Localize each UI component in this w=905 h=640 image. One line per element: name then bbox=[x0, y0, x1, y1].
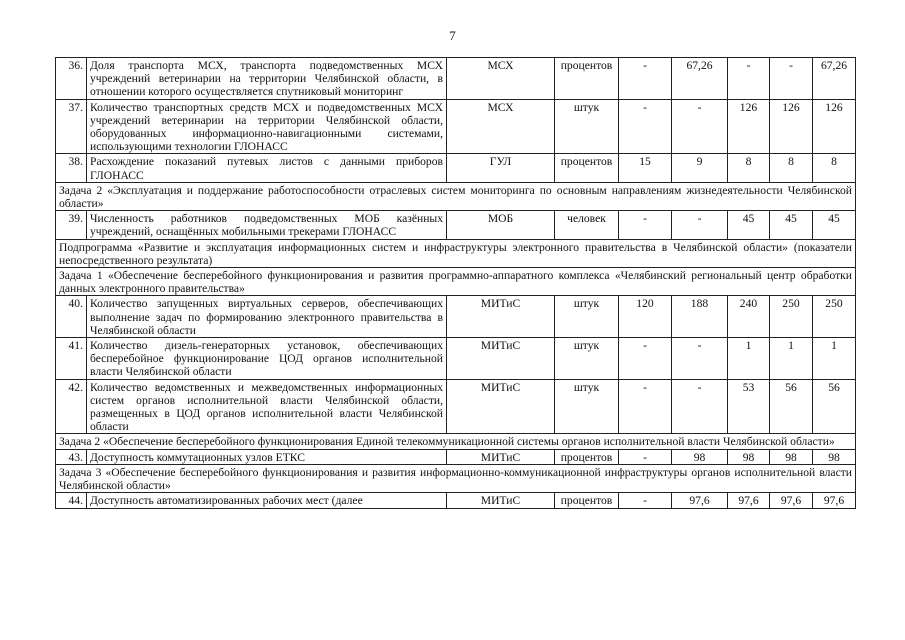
value-cell: 188 bbox=[672, 296, 728, 338]
row-number: 38. bbox=[56, 154, 87, 182]
executor: МИТиС bbox=[447, 493, 555, 508]
table-row bbox=[56, 449, 856, 464]
table-row bbox=[56, 338, 856, 380]
value-cell: 45 bbox=[728, 211, 770, 239]
executor: МИТиС bbox=[447, 296, 555, 338]
table-row bbox=[56, 493, 856, 508]
value-cell: 126 bbox=[813, 99, 856, 154]
executor: МОБ bbox=[447, 211, 555, 239]
value-cell: - bbox=[728, 58, 770, 100]
value-cell: 250 bbox=[813, 296, 856, 338]
section-row bbox=[56, 239, 856, 267]
value-cell: 97,6 bbox=[728, 493, 770, 508]
value-cell: 56 bbox=[770, 379, 813, 434]
value-cell: - bbox=[619, 379, 672, 434]
value-cell: - bbox=[770, 58, 813, 100]
row-number: 37. bbox=[56, 99, 87, 154]
unit: процентов bbox=[555, 58, 619, 100]
value-cell: - bbox=[619, 99, 672, 154]
indicator-name: Доступность автоматизированных рабочих мест (далее bbox=[87, 493, 447, 508]
unit: штук bbox=[555, 99, 619, 154]
value-cell: - bbox=[672, 379, 728, 434]
indicator-name: Доступность коммутационных узлов ЕТКС bbox=[87, 449, 447, 464]
indicator-name: Количество дизель-генераторных установок, обеспечивающих бесперебойное функционирование ЦОД органов исполнительной власти Челябинской области bbox=[87, 338, 447, 380]
value-cell: 15 bbox=[619, 154, 672, 182]
row-number: 42. bbox=[56, 379, 87, 434]
indicators-table-body bbox=[56, 58, 856, 509]
unit: штук bbox=[555, 379, 619, 434]
value-cell: - bbox=[672, 338, 728, 380]
section-row bbox=[56, 268, 856, 296]
indicator-name: Количество ведомственных и межведомственных информационных систем органов исполнительной власти Челябинской области, размещенных в ЦОД органов исполнительной власти Челябинской области bbox=[87, 379, 447, 434]
section-row bbox=[56, 464, 856, 492]
value-cell: 98 bbox=[770, 449, 813, 464]
indicator-name: Количество транспортных средств МСХ и подведомственных МСХ учреждений ветеринарии на территории Челябинской области, оборудованных информационно-навигационными системами, использующими технологии ГЛОНАСС bbox=[87, 99, 447, 154]
value-cell: - bbox=[619, 211, 672, 239]
value-cell: 1 bbox=[728, 338, 770, 380]
row-number: 43. bbox=[56, 449, 87, 464]
unit: штук bbox=[555, 338, 619, 380]
table-row bbox=[56, 379, 856, 434]
indicator-name: Доля транспорта МСХ, транспорта подведомственных МСХ учреждений ветеринарии на территории Челябинской области, в отношении которого осуществляется спутниковый мониторинг bbox=[87, 58, 447, 100]
value-cell: 98 bbox=[672, 449, 728, 464]
executor: МСХ bbox=[447, 99, 555, 154]
section-row bbox=[56, 434, 856, 449]
value-cell: 126 bbox=[770, 99, 813, 154]
value-cell: 97,6 bbox=[672, 493, 728, 508]
unit: процентов bbox=[555, 449, 619, 464]
page-number: 7 bbox=[449, 28, 456, 43]
indicator-name: Численность работников подведомственных МОБ казённых учреждений, оснащённых мобильными трекерами ГЛОНАСС bbox=[87, 211, 447, 239]
section-row bbox=[56, 182, 856, 210]
value-cell: 67,26 bbox=[813, 58, 856, 100]
table-row bbox=[56, 154, 856, 182]
section-title: Задача 2 «Обеспечение бесперебойного функционирования Единой телекоммуникационной системы органов исполнительной власти Челябинской области» bbox=[56, 434, 856, 449]
value-cell: 9 bbox=[672, 154, 728, 182]
value-cell: 98 bbox=[813, 449, 856, 464]
value-cell: 8 bbox=[813, 154, 856, 182]
value-cell: 8 bbox=[728, 154, 770, 182]
table-row bbox=[56, 58, 856, 100]
value-cell: 97,6 bbox=[813, 493, 856, 508]
value-cell: - bbox=[672, 211, 728, 239]
executor: МИТиС bbox=[447, 379, 555, 434]
executor: МИТиС bbox=[447, 338, 555, 380]
indicators-table bbox=[55, 57, 856, 509]
value-cell: 53 bbox=[728, 379, 770, 434]
row-number: 40. bbox=[56, 296, 87, 338]
unit: человек bbox=[555, 211, 619, 239]
value-cell: 250 bbox=[770, 296, 813, 338]
row-number: 39. bbox=[56, 211, 87, 239]
value-cell: - bbox=[619, 493, 672, 508]
value-cell: 120 bbox=[619, 296, 672, 338]
executor: ГУЛ bbox=[447, 154, 555, 182]
value-cell: 45 bbox=[813, 211, 856, 239]
value-cell: 8 bbox=[770, 154, 813, 182]
value-cell: 67,26 bbox=[672, 58, 728, 100]
value-cell: 240 bbox=[728, 296, 770, 338]
row-number: 41. bbox=[56, 338, 87, 380]
table-row bbox=[56, 296, 856, 338]
row-number: 44. bbox=[56, 493, 87, 508]
table-row bbox=[56, 99, 856, 154]
value-cell: - bbox=[619, 58, 672, 100]
value-cell: 98 bbox=[728, 449, 770, 464]
value-cell: 1 bbox=[813, 338, 856, 380]
table-row bbox=[56, 211, 856, 239]
unit: процентов bbox=[555, 154, 619, 182]
value-cell: 1 bbox=[770, 338, 813, 380]
value-cell: 97,6 bbox=[770, 493, 813, 508]
row-number: 36. bbox=[56, 58, 87, 100]
section-title: Задача 1 «Обеспечение бесперебойного функционирования и развития программно-аппаратного комплекса «Челябинский региональный центр обработки данных электронного правительства» bbox=[56, 268, 856, 296]
unit: процентов bbox=[555, 493, 619, 508]
value-cell: - bbox=[672, 99, 728, 154]
executor: МИТиС bbox=[447, 449, 555, 464]
value-cell: 45 bbox=[770, 211, 813, 239]
value-cell: - bbox=[619, 449, 672, 464]
value-cell: 126 bbox=[728, 99, 770, 154]
section-title: Подпрограмма «Развитие и эксплуатация информационных систем и инфраструктуры электронного правительства в Челябинской области» (показатели непосредственного результата) bbox=[56, 239, 856, 267]
unit: штук bbox=[555, 296, 619, 338]
section-title: Задача 3 «Обеспечение бесперебойного функционирования и развития информационно-коммуникационной инфраструктуры органов исполнительной власти Челябинской области» bbox=[56, 464, 856, 492]
value-cell: - bbox=[619, 338, 672, 380]
value-cell: 56 bbox=[813, 379, 856, 434]
indicator-name: Количество запущенных виртуальных серверов, обеспечивающих выполнение задач по формированию электронного правительства в Челябинской области bbox=[87, 296, 447, 338]
executor: МСХ bbox=[447, 58, 555, 100]
section-title: Задача 2 «Эксплуатация и поддержание работоспособности отраслевых систем мониторинга по основным направлениям жизнедеятельности Челябинской области» bbox=[56, 182, 856, 210]
indicator-name: Расхождение показаний путевых листов с данными приборов ГЛОНАСС bbox=[87, 154, 447, 182]
